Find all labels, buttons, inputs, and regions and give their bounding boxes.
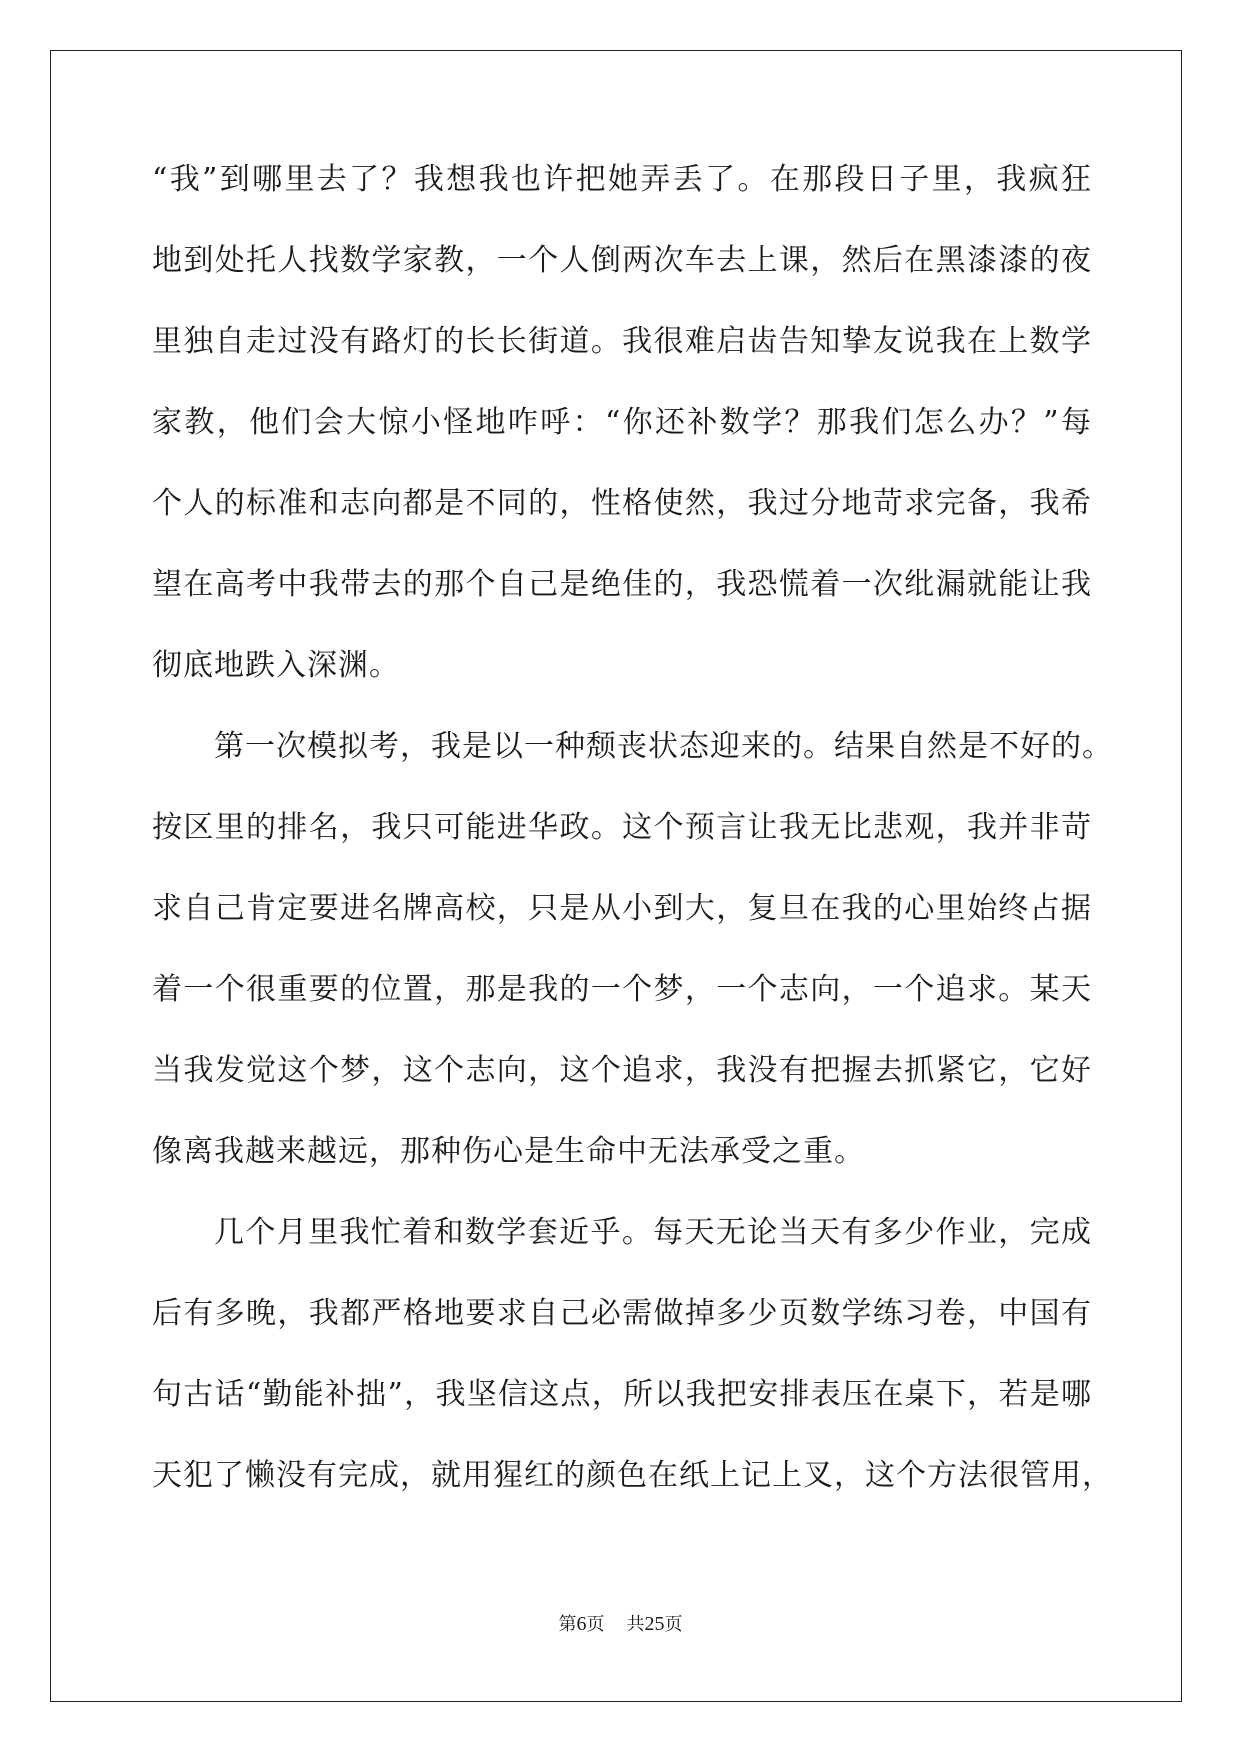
text-line: 后有多晚，我都严格地要求自己必需做掉多少页数学练习卷，中国有 (152, 1296, 1092, 1331)
text-line: 着一个很重要的位置，那是我的一个梦，一个志向，一个追求。某天 (152, 972, 1092, 1007)
text-line: 望在高考中我带去的那个自己是绝佳的，我恐慌着一次纰漏就能让我 (152, 567, 1092, 602)
document-body (152, 160, 1113, 1537)
page-prefix: 第 (558, 1614, 577, 1635)
page-footer (0, 1612, 1241, 1637)
text-line-indented: 几个月里我忙着和数学套近乎。每天无论当天有多少作业，完成 (214, 1215, 1092, 1250)
text-line: 当我发觉这个梦，这个志向，这个追求，我没有把握去抓紧它，它好 (152, 1053, 1092, 1088)
text-line: “我”到哪里去了？我想我也许把她弄丢了。在那段日子里，我疯狂 (152, 162, 1092, 197)
total-pages: 25 (644, 1613, 665, 1635)
text-line: 按区里的排名，我只可能进华政。这个预言让我无比悲观，我并非苛 (152, 810, 1092, 845)
text-line: 句古话“勤能补拙”，我坚信这点，所以我把安排表压在桌下，若是哪 (152, 1377, 1092, 1412)
page-number: 6 (576, 1613, 587, 1635)
text-line: 家教，他们会大惊小怪地咋呼：“你还补数学？那我们怎么办？”每 (152, 405, 1092, 440)
total-suffix: 页 (664, 1614, 683, 1635)
total-prefix: 共 (626, 1614, 645, 1635)
text-line-indented: 第一次模拟考，我是以一种颓丧状态迎来的。结果自然是不好的。 (214, 729, 1113, 764)
text-line: 彻底地跌入深渊。 (152, 648, 400, 683)
text-line: 像离我越来越远，那种伤心是生命中无法承受之重。 (152, 1134, 865, 1169)
text-line: 个人的标准和志向都是不同的，性格使然，我过分地苛求完备，我希 (152, 486, 1092, 521)
text-line: 地到处托人找数学家教，一个人倒两次车去上课，然后在黑漆漆的夜 (152, 243, 1092, 278)
page-suffix: 页 (586, 1614, 605, 1635)
text-line: 天犯了懒没有完成，就用猩红的颜色在纸上记上叉，这个方法很管用， (152, 1458, 1113, 1493)
text-line: 里独自走过没有路灯的长长街道。我很难启齿告知挚友说我在上数学 (152, 324, 1092, 359)
text-line: 求自己肯定要进名牌高校，只是从小到大，复旦在我的心里始终占据 (152, 891, 1092, 926)
